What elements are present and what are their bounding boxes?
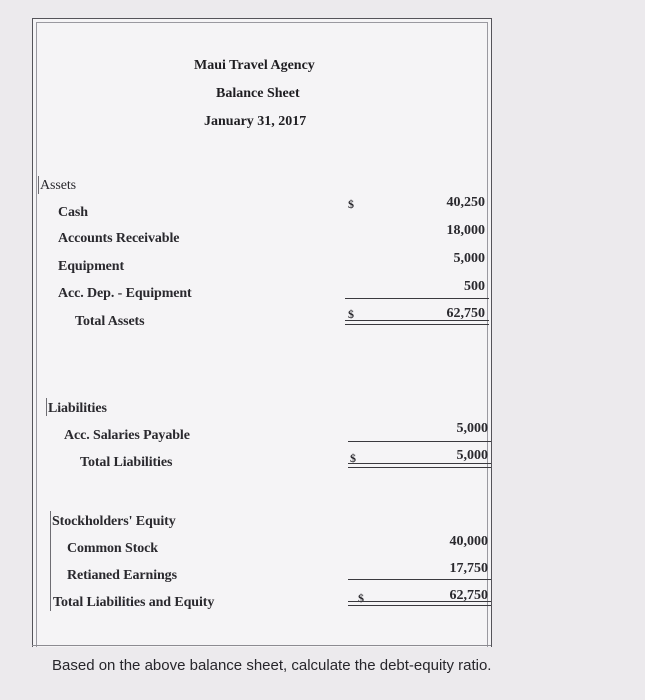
equity-heading: Stockholders' Equity (52, 514, 176, 529)
asset-value-receivable: 18,000 (446, 223, 485, 238)
statement-title: Balance Sheet (216, 86, 300, 101)
total-assets-double-rule (345, 320, 489, 325)
asset-currency-cash: $ (348, 197, 354, 211)
assets-heading: Assets (40, 178, 76, 193)
asset-value-cash: 40,250 (446, 195, 485, 210)
liability-value-salaries: 5,000 (456, 421, 488, 436)
total-liabilities-double-rule (348, 463, 491, 468)
asset-label-receivable: Accounts Receivable (58, 231, 180, 246)
question-text: Based on the above balance sheet, calculate the debt-equity ratio. (52, 657, 492, 674)
asset-value-acc-dep: 500 (464, 279, 485, 294)
liabilities-heading: Liabilities (48, 401, 107, 416)
equity-value-common-stock: 40,000 (449, 534, 488, 549)
assets-section-marker (38, 176, 39, 194)
equity-value-retained-earnings: 17,750 (449, 561, 488, 576)
company-name: Maui Travel Agency (194, 58, 315, 73)
statement-date: January 31, 2017 (204, 114, 307, 129)
asset-value-equipment: 5,000 (453, 251, 485, 266)
total-liabilities-currency: $ (350, 451, 356, 465)
total-assets-label: Total Assets (75, 314, 145, 329)
total-liabilities-label: Total Liabilities (80, 455, 173, 470)
liability-label-salaries: Acc. Salaries Payable (64, 428, 190, 443)
total-liab-equity-double-rule (348, 601, 491, 606)
sheet-bottom-edge (32, 645, 491, 646)
total-liab-equity-label: Total Liabilities and Equity (53, 595, 215, 610)
equity-label-common-stock: Common Stock (67, 541, 158, 556)
equity-label-retained-earnings: Retianed Earnings (67, 568, 177, 583)
asset-label-equipment: Equipment (58, 259, 125, 274)
liabilities-subtotal-rule (348, 441, 491, 442)
equity-section-marker (50, 511, 51, 611)
total-assets-value: 62,750 (446, 306, 485, 321)
total-liab-equity-value: 62,750 (449, 588, 488, 603)
asset-label-cash: Cash (58, 205, 88, 220)
assets-subtotal-rule (345, 298, 489, 299)
total-liab-equity-currency: $ (358, 591, 364, 605)
total-assets-currency: $ (348, 307, 354, 321)
liabilities-section-marker (46, 398, 47, 416)
asset-label-acc-dep: Acc. Dep. - Equipment (58, 286, 192, 301)
equity-subtotal-rule (348, 579, 491, 580)
total-liabilities-value: 5,000 (456, 448, 488, 463)
